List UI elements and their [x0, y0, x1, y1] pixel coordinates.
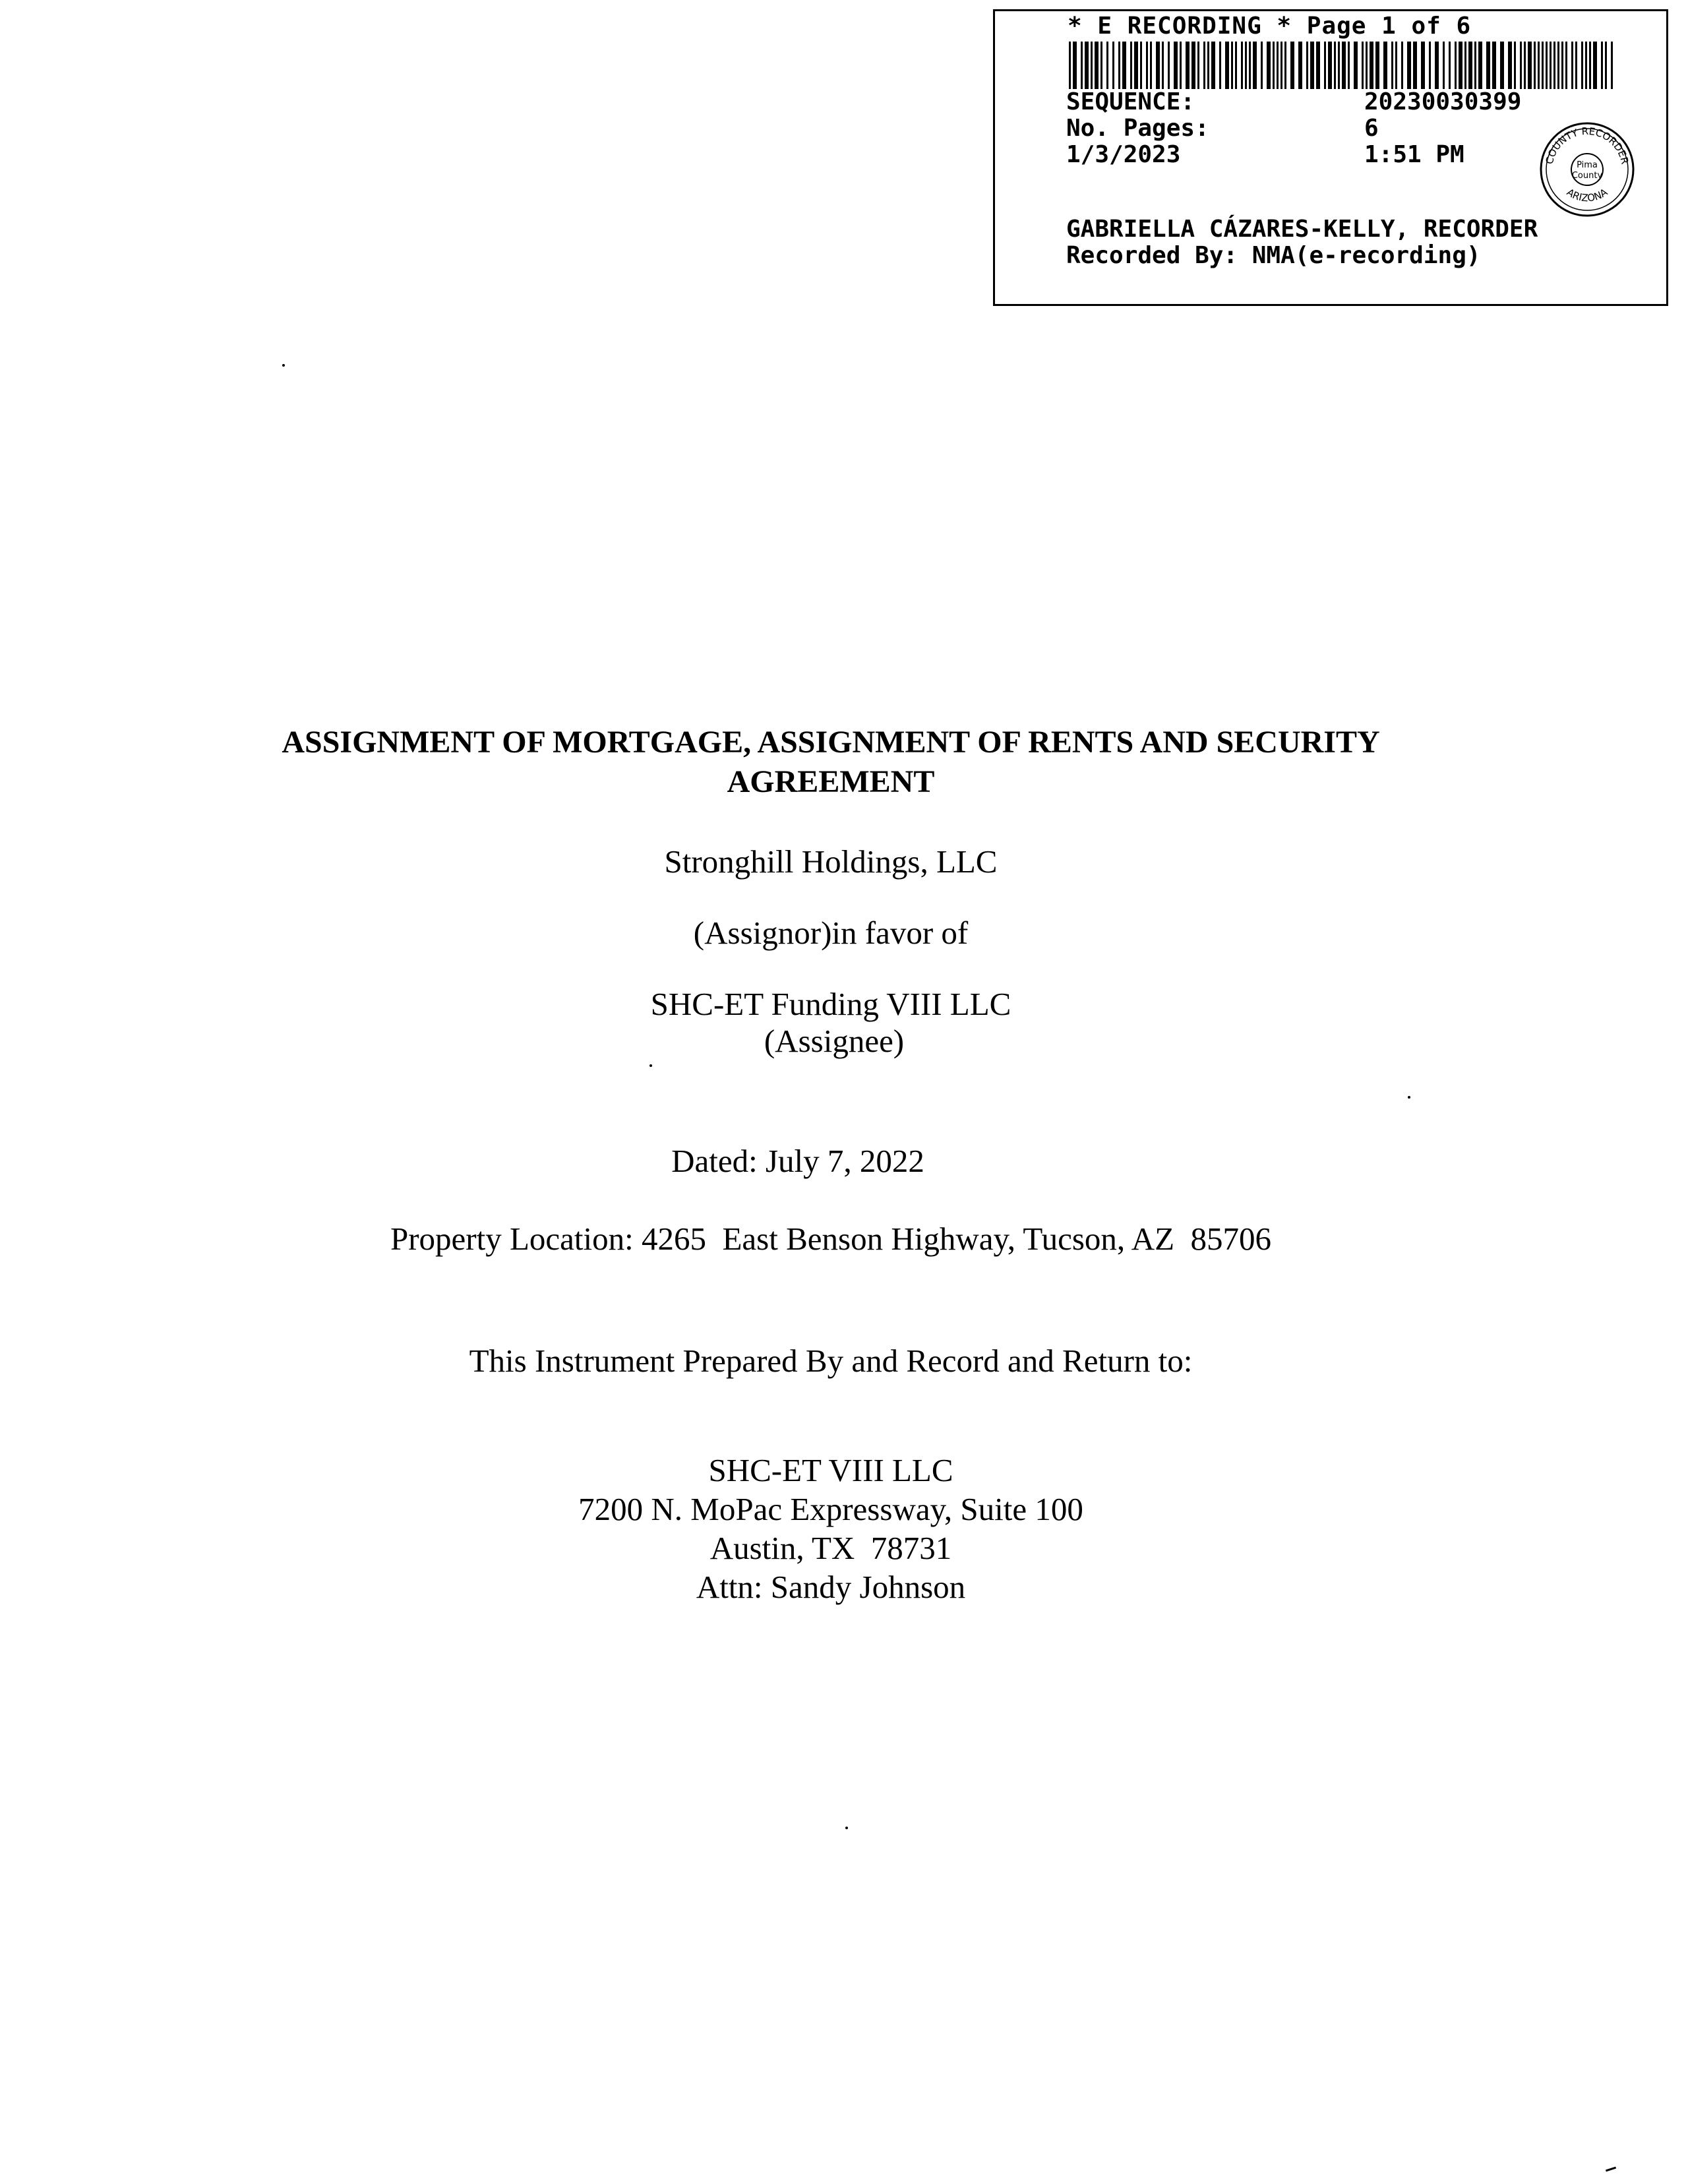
- barcode-bar: [1316, 42, 1320, 89]
- barcode-bar: [1298, 42, 1302, 89]
- barcode-bar: [1354, 42, 1358, 89]
- barcode-bar: [1253, 42, 1257, 89]
- barcode-bar: [1342, 42, 1346, 89]
- barcode-bar: [1261, 42, 1263, 89]
- barcode-bar: [1611, 42, 1613, 89]
- barcode-bar: [1589, 42, 1591, 89]
- barcode-bar: [1100, 42, 1102, 89]
- return-name: SHC-ET VIII LLC: [708, 1452, 953, 1488]
- barcode-bar: [1366, 42, 1368, 89]
- barcode-bar: [1550, 42, 1552, 89]
- barcode-bar: [1290, 42, 1294, 89]
- recording-time: 1:51 PM: [1364, 141, 1464, 168]
- recorded-by: Recorded By: NMA(e-recording): [1066, 242, 1481, 269]
- svg-text:ARIZONA: [1565, 186, 1610, 204]
- barcode-bar: [1395, 42, 1397, 89]
- barcode-bar: [1581, 42, 1583, 89]
- barcode-bar: [1180, 42, 1182, 89]
- barcode-bar: [1528, 42, 1532, 89]
- barcode-bar: [1249, 42, 1251, 89]
- barcode-bar: [1459, 42, 1462, 89]
- barcode-bar: [1241, 42, 1243, 89]
- barcode-bar: [1601, 42, 1603, 89]
- barcode-bar: [1134, 42, 1138, 89]
- county-recorder-seal-icon: [1538, 120, 1637, 219]
- barcode-bar: [1174, 42, 1178, 89]
- barcode-bar: [1245, 42, 1247, 89]
- return-street: 7200 N. MoPac Expressway, Suite 100: [578, 1491, 1083, 1527]
- barcode-bar: [1435, 42, 1439, 89]
- barcode-bar: [1281, 42, 1282, 89]
- barcode-bar: [1464, 42, 1466, 89]
- barcode-bar: [1561, 42, 1563, 89]
- barcode-bar: [1328, 42, 1332, 89]
- barcode-bar: [1091, 42, 1093, 89]
- barcode-bar: [1146, 42, 1148, 89]
- scan-mark: [1408, 1096, 1410, 1099]
- document-title: [132, 723, 1530, 802]
- barcode-bar: [1370, 42, 1373, 89]
- barcode-bar: [1401, 42, 1403, 89]
- barcode-bar: [1407, 42, 1411, 89]
- barcode-bar: [1197, 42, 1199, 89]
- barcode-bar: [1334, 42, 1336, 89]
- barcode-bar: [1338, 42, 1340, 89]
- barcode-bar: [1225, 42, 1229, 89]
- barcode-bar: [1219, 42, 1221, 89]
- barcode-bar: [1585, 42, 1587, 89]
- barcode-bar: [1118, 42, 1120, 89]
- barcode-bar: [1546, 42, 1548, 89]
- barcode-bar: [1203, 42, 1205, 89]
- prepared-by-line: This Instrument Prepared By and Record and Return to:: [469, 1343, 1193, 1379]
- barcode-bar: [1557, 42, 1559, 89]
- recording-header: * E RECORDING * Page 1 of 6: [1068, 13, 1472, 40]
- barcode-bar: [1553, 42, 1555, 89]
- barcode-bar: [1534, 42, 1536, 89]
- barcode-bar: [1500, 42, 1504, 89]
- recording-stamp: [993, 9, 1668, 306]
- barcode-bar: [1449, 42, 1451, 89]
- barcode-bar: [1150, 42, 1152, 89]
- assignee-role: (Assignee): [764, 1023, 905, 1059]
- barcode-bar: [1277, 42, 1279, 89]
- barcode-bar: [1443, 42, 1445, 89]
- barcode-bar: [1156, 42, 1160, 89]
- scan-mark: [282, 364, 285, 367]
- barcode-bar: [1207, 42, 1209, 89]
- barcode-icon: [1069, 42, 1616, 89]
- scan-mark: [845, 1827, 848, 1829]
- barcode-bar: [1085, 42, 1089, 89]
- barcode-bar: [1383, 42, 1387, 89]
- barcode-bar: [1231, 42, 1233, 89]
- sequence-value: 20230030399: [1364, 88, 1522, 115]
- barcode-bar: [1348, 42, 1350, 89]
- barcode-bar: [1191, 42, 1195, 89]
- barcode-bar: [1081, 42, 1083, 89]
- barcode-bar: [1524, 42, 1526, 89]
- barcode-bar: [1542, 42, 1544, 89]
- barcode-bar: [1413, 42, 1417, 89]
- barcode-bar: [1211, 42, 1215, 89]
- dated-line: Dated: July 7, 2022: [671, 1143, 924, 1179]
- barcode-bar: [1565, 42, 1567, 89]
- pages-label: No. Pages:: [1066, 115, 1209, 142]
- sequence-label: SEQUENCE:: [1066, 88, 1195, 115]
- barcode-bar: [1162, 42, 1164, 89]
- seal-center-text-2: County: [1571, 171, 1603, 181]
- seal-center-text-1: Pima: [1577, 160, 1598, 170]
- assignor-role: (Assignor)in favor of: [693, 915, 969, 951]
- barcode-bar: [1538, 42, 1540, 89]
- barcode-bar: [1421, 42, 1425, 89]
- pages-value: 6: [1364, 115, 1379, 142]
- barcode-bar: [1474, 42, 1476, 89]
- barcode-bar: [1362, 42, 1364, 89]
- assignor-name: Stronghill Holdings, LLC: [664, 843, 998, 880]
- barcode-bar: [1310, 42, 1314, 89]
- title-line-2: AGREEMENT: [727, 764, 935, 799]
- barcode-bar: [1069, 42, 1071, 89]
- barcode-bar: [1508, 42, 1512, 89]
- return-city: Austin, TX 78731: [709, 1530, 952, 1566]
- barcode-bar: [1429, 42, 1431, 89]
- barcode-bar: [1235, 42, 1237, 89]
- barcode-bar: [1575, 42, 1577, 89]
- barcode-bar: [1375, 42, 1379, 89]
- barcode-bar: [1140, 42, 1142, 89]
- barcode-bar: [1112, 42, 1114, 89]
- title-line-1: ASSIGNMENT OF MORTGAGE, ASSIGNMENT OF RENTS AND SECURITY: [282, 725, 1380, 760]
- svg-text:COUNTY RECORDER: [1544, 125, 1631, 166]
- scan-mark: [649, 1064, 652, 1067]
- barcode-bar: [1273, 42, 1275, 89]
- scan-mark: [1606, 2167, 1616, 2172]
- barcode-bar: [1520, 42, 1522, 89]
- barcode-bar: [1073, 42, 1077, 89]
- barcode-bar: [1478, 42, 1482, 89]
- barcode-bar: [1391, 42, 1393, 89]
- barcode-bar: [1324, 42, 1326, 89]
- assignee-name: SHC-ET Funding VIII LLC: [650, 986, 1011, 1022]
- barcode-bar: [1571, 42, 1573, 89]
- barcode-bar: [1130, 42, 1132, 89]
- barcode-bar: [1122, 42, 1126, 89]
- seal-bottom-text: ARIZONA: [1564, 186, 1610, 204]
- seal-top-text: COUNTY RECORDER: [1543, 125, 1631, 166]
- barcode-bar: [1306, 42, 1308, 89]
- recording-date: 1/3/2023: [1066, 141, 1181, 168]
- return-attn: Attn: Sandy Johnson: [696, 1569, 966, 1605]
- barcode-bar: [1284, 42, 1286, 89]
- barcode-bar: [1168, 42, 1170, 89]
- recorder-name: GABRIELLA CÁZARES-KELLY, RECORDER: [1066, 216, 1538, 243]
- barcode-bar: [1095, 42, 1099, 89]
- barcode-bar: [1106, 42, 1108, 89]
- barcode-bar: [1514, 42, 1516, 89]
- barcode-bar: [1605, 42, 1607, 89]
- barcode-bar: [1267, 42, 1271, 89]
- barcode-bar: [1593, 42, 1597, 89]
- barcode-bar: [1455, 42, 1457, 89]
- barcode-bar: [1486, 42, 1490, 89]
- barcode-bar: [1492, 42, 1496, 89]
- property-location: Property Location: 4265 East Benson Highway, Tucson, AZ 85706: [390, 1221, 1272, 1257]
- return-address: [0, 1451, 1662, 1606]
- barcode-bar: [1468, 42, 1472, 89]
- barcode-bar: [1186, 42, 1190, 89]
